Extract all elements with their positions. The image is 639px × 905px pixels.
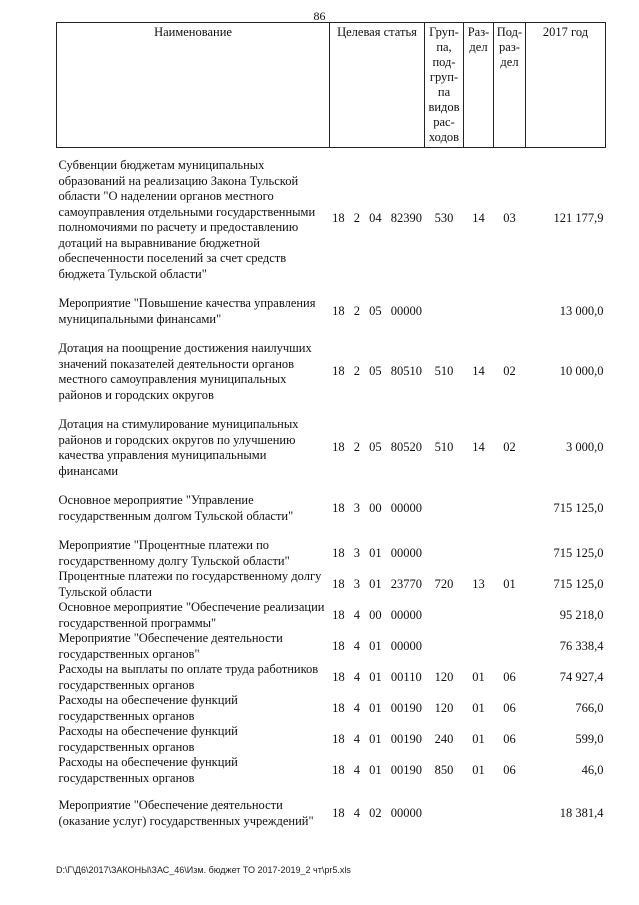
- table-row: [57, 569, 606, 600]
- row-subsection: 02: [503, 440, 516, 455]
- row-group: 850: [434, 762, 454, 777]
- row-section: [464, 282, 494, 327]
- row-section: [464, 524, 494, 569]
- table-row: [57, 403, 606, 479]
- row-group: [425, 631, 464, 662]
- row-group: [425, 282, 464, 327]
- header-subsection: Под- раз- дел: [494, 23, 526, 148]
- row-section: [464, 600, 494, 631]
- row-section: 01: [472, 700, 485, 715]
- header-group: Груп- па, под- груп- па видов рас- ходов: [425, 23, 464, 148]
- row-subsection: 06: [503, 669, 516, 684]
- row-code: 18 2 05 80510: [332, 364, 422, 379]
- row-code: 18 3 00 00000: [332, 500, 422, 515]
- table-row: [57, 282, 606, 327]
- page-number: 86: [313, 9, 326, 23]
- row-subsection: 06: [503, 700, 516, 715]
- row-name: Субвенции бюджетам муниципальных образований на реализацию Закона Тульской области "О наделении органов местного самоуправления отдельными государственными полномочиями по расчету и предоставлению дотаций на выравнивание бюджетной обеспеченности поселений за счет средств бюджета Тульской области": [58, 158, 316, 281]
- row-name: Расходы на обеспечение функций государственных органов: [58, 693, 238, 723]
- table-row: [57, 662, 606, 693]
- table-row: [57, 600, 606, 631]
- table-row: [57, 631, 606, 662]
- row-code: 18 4 01 00190: [332, 762, 422, 777]
- row-group: 720: [434, 576, 454, 591]
- row-section: 13: [472, 576, 485, 591]
- row-code: 18 3 01 00000: [332, 545, 422, 560]
- row-amount: 74 927,4: [559, 669, 604, 684]
- table-row: [57, 786, 606, 829]
- row-code: 18 4 01 00190: [332, 731, 422, 746]
- row-group: [425, 600, 464, 631]
- row-group: [425, 524, 464, 569]
- row-group: 120: [434, 700, 454, 715]
- row-subsection: 06: [503, 731, 516, 746]
- row-name: Мероприятие "Обеспечение деятельности государственных органов": [58, 631, 283, 661]
- row-code: 18 4 02 00000: [332, 805, 422, 820]
- table-row: [57, 524, 606, 569]
- row-subsection: [494, 524, 526, 569]
- row-section: 01: [472, 762, 485, 777]
- row-name: Дотация на поощрение достижения наилучших значений показателей деятельности органов местного самоуправления муниципальных районов и городских округов: [58, 341, 312, 402]
- row-name: Расходы на обеспечение функций государственных органов: [58, 755, 238, 785]
- row-name: Мероприятие "Процентные платежи по государственному долгу Тульской области": [58, 538, 290, 568]
- row-group: 510: [434, 440, 454, 455]
- row-subsection: [494, 600, 526, 631]
- row-code: 18 4 01 00110: [332, 669, 422, 684]
- file-path-footer: D:\Г\Д6\2017\ЗАКОНЫ\ЗАС_46\Изм. бюджет ТО 2017-2019_2 чт\pr5.xls: [56, 865, 351, 875]
- table-row: [57, 327, 606, 403]
- header-year: 2017 год: [526, 23, 606, 148]
- row-amount: 715 125,0: [553, 545, 604, 560]
- row-name: Расходы на выплаты по оплате труда работников государственных органов: [58, 662, 319, 692]
- row-name: Мероприятие "Повышение качества управления муниципальными финансами": [58, 296, 316, 326]
- row-subsection: [494, 631, 526, 662]
- row-amount: 715 125,0: [553, 576, 604, 591]
- row-code: 18 4 01 00190: [332, 700, 422, 715]
- row-section: [464, 631, 494, 662]
- table-row: [57, 755, 606, 786]
- row-amount: 599,0: [575, 731, 604, 746]
- row-name: Основное мероприятие "Обеспечение реализации государственной программы": [58, 600, 325, 630]
- header-name: Наименование: [57, 23, 330, 148]
- row-subsection: [494, 282, 526, 327]
- row-group: 530: [434, 211, 454, 226]
- row-subsection: 01: [503, 576, 516, 591]
- row-code: 18 2 05 80520: [332, 440, 422, 455]
- row-amount: 766,0: [575, 700, 604, 715]
- row-amount: 715 125,0: [553, 500, 604, 515]
- table-row: [57, 148, 606, 283]
- row-section: 14: [472, 440, 485, 455]
- row-code: 18 3 01 23770: [332, 576, 422, 591]
- row-amount: 3 000,0: [566, 440, 604, 455]
- row-group: 510: [434, 364, 454, 379]
- row-name: Процентные платежи по государственному долгу Тульской области: [58, 569, 322, 599]
- row-amount: 121 177,9: [553, 211, 604, 226]
- row-amount: 10 000,0: [559, 364, 604, 379]
- row-code: 18 2 05 00000: [332, 303, 422, 318]
- row-amount: 76 338,4: [559, 638, 604, 653]
- row-group: 240: [434, 731, 454, 746]
- row-section: [464, 479, 494, 524]
- row-subsection: 02: [503, 364, 516, 379]
- row-amount: 13 000,0: [559, 303, 604, 318]
- row-section: [464, 786, 494, 829]
- table-row: [57, 693, 606, 724]
- row-section: 14: [472, 211, 485, 226]
- row-name: Мероприятие "Обеспечение деятельности (оказание услуг) государственных учреждений": [58, 798, 314, 828]
- row-subsection: [494, 479, 526, 524]
- table-row: [57, 724, 606, 755]
- row-amount: 95 218,0: [559, 607, 604, 622]
- header-section: Раз- дел: [464, 23, 494, 148]
- row-section: 01: [472, 669, 485, 684]
- row-subsection: [494, 786, 526, 829]
- row-code: 18 4 01 00000: [332, 638, 422, 653]
- row-group: 120: [434, 669, 454, 684]
- row-name: Дотация на стимулирование муниципальных районов и городских округов по улучшению качества управления муниципальными финансами: [58, 417, 299, 478]
- row-amount: 46,0: [581, 762, 604, 777]
- row-code: 18 2 04 82390: [332, 211, 422, 226]
- budget-table: [56, 22, 606, 829]
- row-code: 18 4 00 00000: [332, 607, 422, 622]
- row-section: 14: [472, 364, 485, 379]
- table-row: [57, 479, 606, 524]
- row-section: 01: [472, 731, 485, 746]
- row-group: [425, 786, 464, 829]
- row-amount: 18 381,4: [559, 805, 604, 820]
- header-row: [57, 23, 606, 148]
- row-group: [425, 479, 464, 524]
- row-name: Расходы на обеспечение функций государственных органов: [58, 724, 238, 754]
- row-subsection: 06: [503, 762, 516, 777]
- row-subsection: 03: [503, 211, 516, 226]
- header-target: Целевая статья: [330, 23, 425, 148]
- row-name: Основное мероприятие "Управление государственным долгом Тульской области": [58, 493, 294, 523]
